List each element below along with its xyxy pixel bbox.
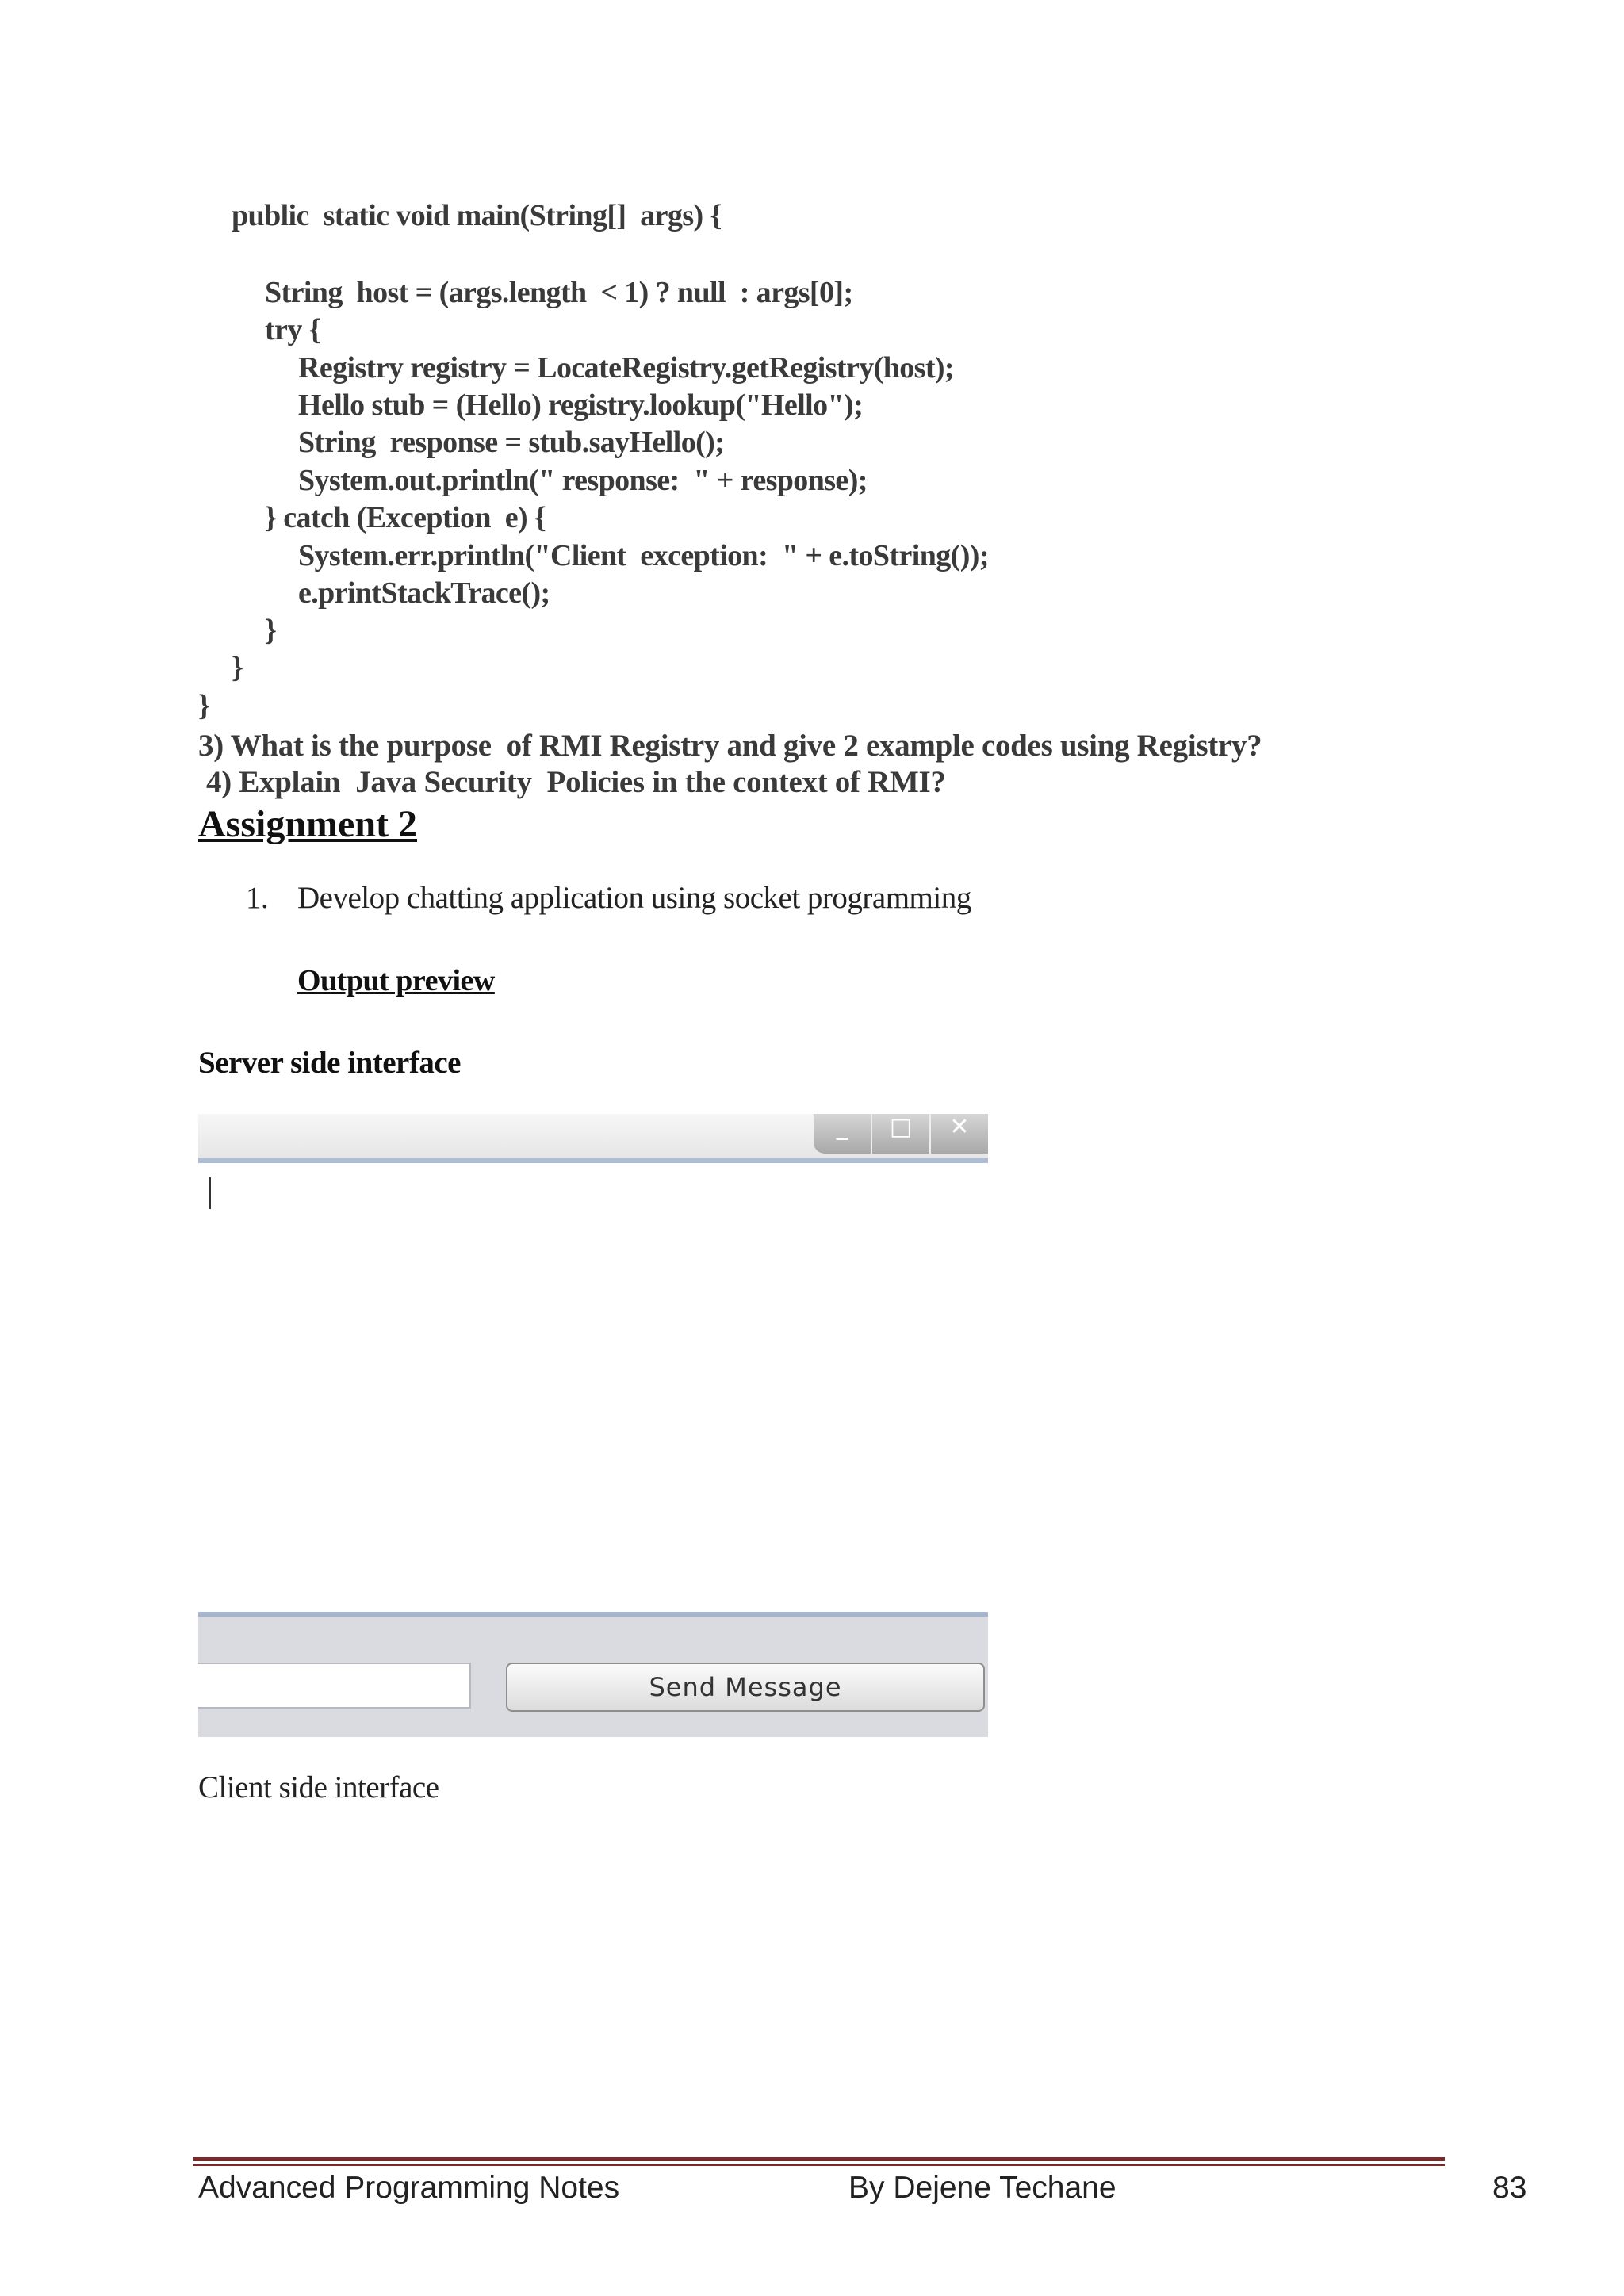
question-4: 4) Explain Java Security Policies in the context of RMI? xyxy=(206,765,946,799)
code-line: public static void main(String[] args) { xyxy=(232,199,722,232)
send-message-button[interactable]: Send Message xyxy=(506,1663,985,1712)
server-window-screenshot xyxy=(198,1114,988,1732)
close-icon[interactable]: ✕ xyxy=(929,1114,988,1154)
server-side-label: Server side interface xyxy=(198,1046,461,1080)
chat-text-area[interactable] xyxy=(198,1163,988,1612)
code-line: String host = (args.length < 1) ? null : args[0]; xyxy=(265,276,853,309)
bottom-panel xyxy=(198,1612,988,1737)
footer-author: By Dejene Techane xyxy=(848,2171,1116,2205)
minimize-icon[interactable]: _ xyxy=(836,1113,848,1141)
window-controls xyxy=(814,1114,988,1154)
list-item xyxy=(246,880,971,916)
code-line: } xyxy=(198,689,210,722)
message-input[interactable] xyxy=(198,1663,471,1709)
output-preview-heading: Output preview xyxy=(297,964,495,997)
code-line: try { xyxy=(265,313,320,346)
code-line: System.err.println("Client exception: " + e.toString()); xyxy=(298,539,989,572)
footer-rule xyxy=(193,2164,1445,2166)
code-line: String response = stub.sayHello(); xyxy=(298,426,725,459)
footer-rule xyxy=(193,2157,1445,2161)
client-side-label: Client side interface xyxy=(198,1770,439,1804)
list-item-number: 1. xyxy=(246,881,269,915)
text-cursor xyxy=(209,1177,211,1209)
code-line: } xyxy=(265,614,277,647)
question-3: 3) What is the purpose of RMI Registry and give 2 example codes using Registry? xyxy=(198,729,1262,763)
code-line: } catch (Exception e) { xyxy=(265,501,546,534)
footer-title: Advanced Programming Notes xyxy=(198,2171,620,2205)
code-line: Hello stub = (Hello) registry.lookup("Hello"); xyxy=(298,388,864,422)
page-number: 83 xyxy=(1492,2171,1527,2205)
code-line: } xyxy=(232,651,243,684)
code-line: e.printStackTrace(); xyxy=(298,576,550,610)
window-titlebar[interactable] xyxy=(198,1114,988,1163)
maximize-icon[interactable]: □ xyxy=(871,1114,929,1154)
code-line: Registry registry = LocateRegistry.getRegistry(host); xyxy=(298,351,954,385)
list-item-text: Develop chatting application using socket programming xyxy=(297,881,971,915)
code-line: System.out.println(" response: " + response); xyxy=(298,464,868,497)
assignment-heading: Assignment 2 xyxy=(198,803,418,845)
